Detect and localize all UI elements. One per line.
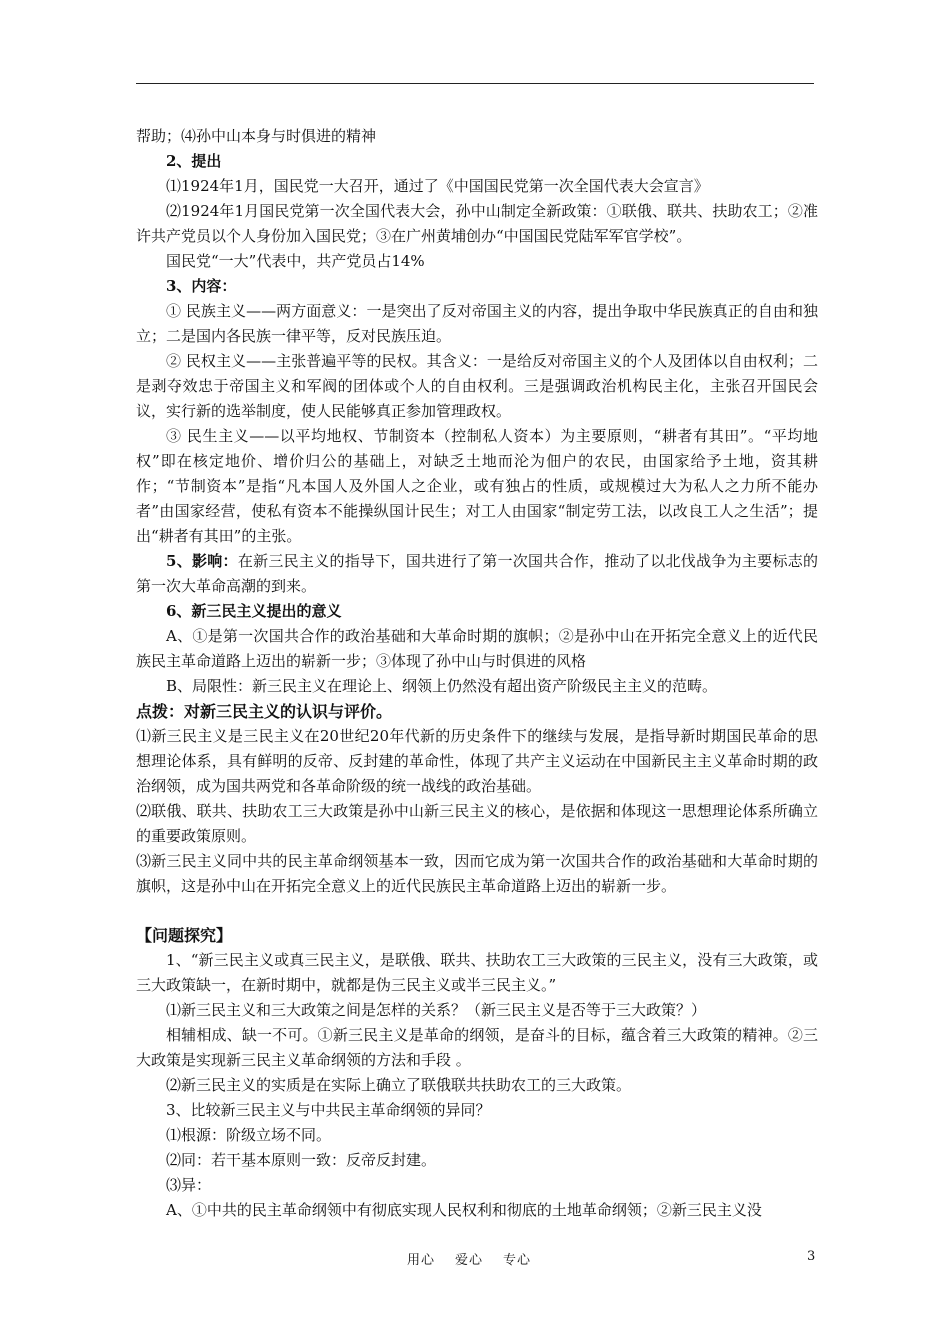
sub-question: ⑵同：若干基本原则一致：反帝反封建。 [166, 1151, 437, 1169]
answer: 相辅相成、缺一不可。①新三民主义是革命的纲领，是奋斗的目标，蕴含着三大政策的精神。②三大政策是实现新三民主义革命纲领的方法和手段 。 [136, 1026, 818, 1069]
hint-paragraph: ⑴新三民主义是三民主义在20世纪20年代新的历史条件下的继续与发展，是指导新时期国民革命的思想理论体系，具有鲜明的反帝、反封建的革命性，体现了共产主义运动在中国新民主主义革命时期的政治纲领，成为国共两党和各革命阶级的统一战线的政治基础。 [136, 727, 818, 795]
footer-word: 专心 [503, 1253, 532, 1268]
footer-word: 爱心 [455, 1253, 484, 1268]
hint-paragraph: ⑵联俄、联共、扶助农工三大政策是孙中山新三民主义的核心，是依据和体现这一思想理论体系所确立的重要政策原则。 [136, 802, 818, 845]
sub-question: ⑴根源：阶级立场不同。 [166, 1126, 332, 1144]
document-body [136, 124, 818, 1223]
footer-word: 用心 [407, 1253, 436, 1268]
paragraph: B、局限性：新三民主义在理论上、纲领上仍然没有超出资产阶级民主主义的范畴。 [166, 677, 718, 695]
question: 1、“新三民主义或真三民主义，是联俄、联共、扶助农工三大政策的三民主义，没有三大政策，或三大政策缺一，在新时期中，就都是伪三民主义或半三民主义。” [136, 951, 818, 994]
sub-question: ⑵新三民主义的实质是在实际上确立了联俄联共扶助农工的三大政策。 [166, 1076, 632, 1094]
footer-motto [407, 1249, 551, 1268]
sub-question: ⑴新三民主义和三大政策之间是怎样的关系？（新三民主义是否等于三大政策？） [166, 1001, 707, 1019]
paragraph: ⑴1924年1月，国民党一大召开，通过了《中国国民党第一次全国代表大会宣言》 [166, 177, 709, 195]
heading-2: 2、提出 [166, 152, 222, 170]
hint-paragraph: ⑶新三民主义同中共的民主革命纲领基本一致，因而它成为第一次国共合作的政治基础和大革命时期的旗帜，这是孙中山在开拓完全意义上的近代民族民主革命道路上迈出的崭新一步。 [136, 852, 818, 895]
heading-6: 6、新三民主义提出的意义 [166, 602, 342, 620]
question: 3、比较新三民主义与中共民主革命纲领的异同？ [166, 1101, 491, 1119]
page-number: 3 [807, 1249, 816, 1264]
header-rule [136, 83, 814, 84]
paragraph-influence [136, 549, 818, 599]
paragraph: ③ 民生主义——以平均地权、节制资本（控制私人资本）为主要原则，“耕者有其田”。“平均地权”即在核定地价、增价归公的基础上，对缺乏土地而沦为佃户的农民，由国家给予土地，资其耕作；“节制资本”是指“凡本国人及外国人之企业，或有独占的性质，或规模过大为私人之力所不能办者”由国家经营，使私有资本不能操纵国计民生；对工人由国家“制定劳工法，以改良工人之生活”；提出“耕者有其田”的主张。 [136, 427, 818, 545]
paragraph: A、①是第一次国共合作的政治基础和大革命时期的旗帜；②是孙中山在开拓完全意义上的近代民族民主革命道路上迈出的崭新一步；③体现了孙中山与时俱进的风格 [136, 627, 818, 670]
paragraph: ① 民族主义——两方面意义：一是突出了反对帝国主义的内容，提出争取中华民族真正的自由和独立；二是国内各民族一律平等，反对民族压迫。 [136, 302, 818, 345]
section-title: 【问题探究】 [136, 926, 233, 945]
sub-question: ⑶异： [166, 1176, 212, 1194]
heading-5: 5、影响： [166, 552, 238, 570]
paragraph: ② 民权主义——主张普遍平等的民权。其含义：一是给反对帝国主义的个人及团体以自由权利；二是剥夺效忠于帝国主义和军阀的团体或个人的自由权利。三是强调政治机构民主化，主张召开国民会议，实行新的选举制度，使人民能够真正参加管理政权。 [136, 352, 818, 420]
hint-heading: 点拨：对新三民主义的认识与评价。 [136, 702, 393, 721]
spacer [136, 899, 818, 923]
influence-text: 在新三民主义的指导下，国共进行了第一次国共合作，推动了以北伐战争为主要标志的第一次大革命高潮的到来。 [136, 552, 818, 595]
heading-3: 3、内容： [166, 277, 237, 295]
paragraph: 帮助；⑷孙中山本身与时俱进的精神 [136, 127, 377, 145]
paragraph: 国民党“一大”代表中，共产党员占14% [166, 252, 425, 270]
answer: A、①中共的民主革命纲领中有彻底实现人民权利和彻底的土地革命纲领；②新三民主义没 [166, 1201, 762, 1219]
paragraph: ⑵1924年1月国民党第一次全国代表大会，孙中山制定全新政策：①联俄、联共、扶助农工；②准许共产党员以个人身份加入国民党；③在广州黄埔创办“中国国民党陆军军官学校”。 [136, 202, 818, 245]
